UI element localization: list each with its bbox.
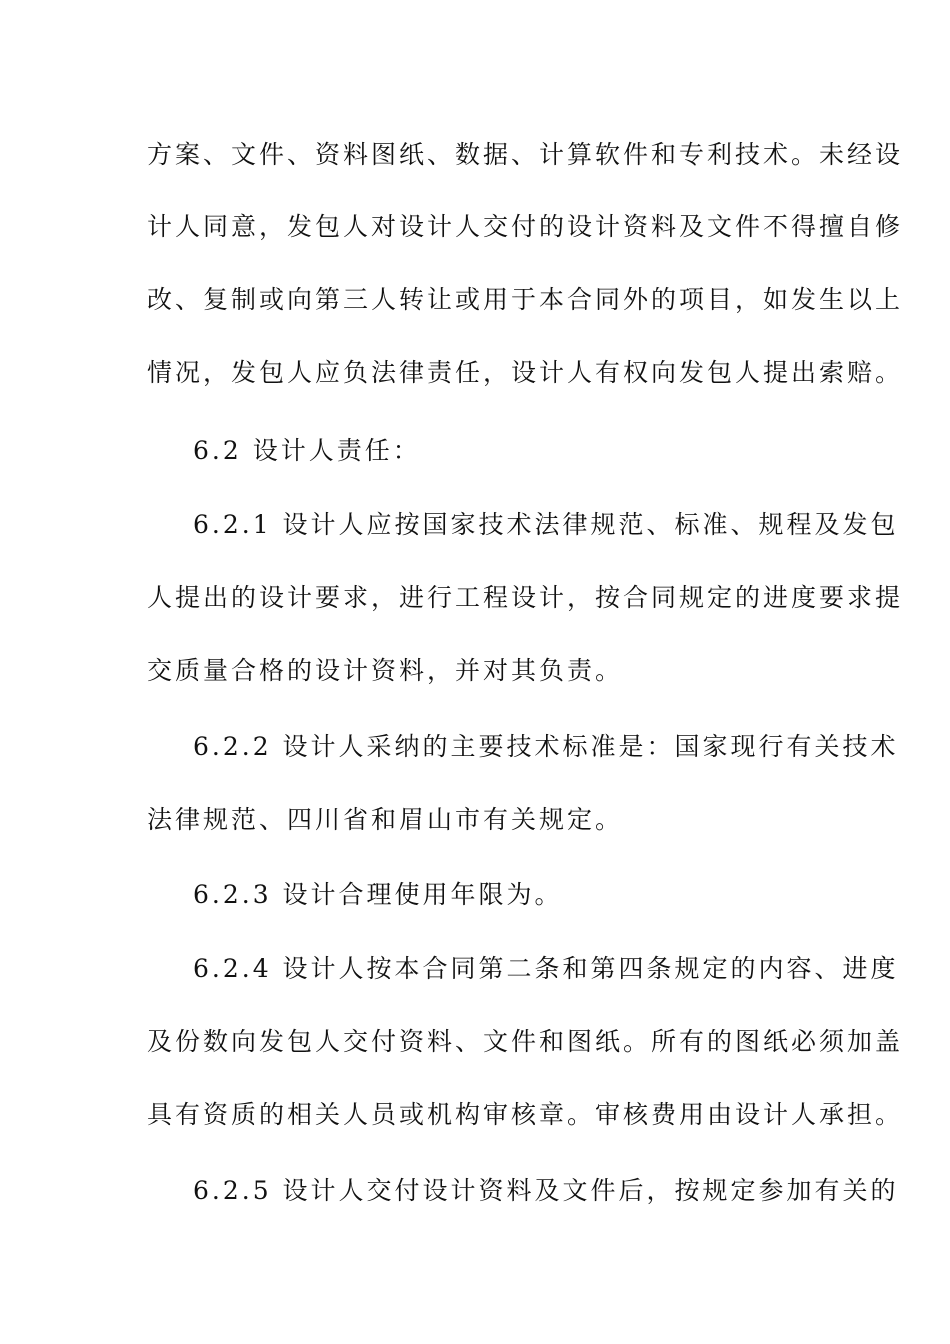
section-heading-6-2: 6.2 设计人责任： xyxy=(193,436,421,465)
clause-6-2-2-line-1: 6.2.2 设计人采纳的主要技术标准是：国家现行有关技术 xyxy=(193,732,899,761)
clause-6-2-1-line-1: 6.2.1 设计人应按国家技术法律规范、标准、规程及发包 xyxy=(193,510,899,539)
paragraph-line-2: 计人同意，发包人对设计人交付的设计资料及文件不得擅自修 xyxy=(147,212,904,241)
clause-6-2-4-line-1: 6.2.4 设计人按本合同第二条和第四条规定的内容、进度 xyxy=(193,954,899,983)
paragraph-line-1: 方案、文件、资料图纸、数据、计算软件和专利技术。未经设 xyxy=(147,140,904,169)
clause-6-2-4-line-3: 具有资质的相关人员或机构审核章。审核费用由设计人承担。 xyxy=(147,1100,904,1129)
clause-6-2-4-line-2: 及份数向发包人交付资料、文件和图纸。所有的图纸必须加盖 xyxy=(147,1027,904,1056)
paragraph-line-3: 改、复制或向第三人转让或用于本合同外的项目，如发生以上 xyxy=(147,285,904,314)
clause-6-2-3: 6.2.3 设计合理使用年限为。 xyxy=(193,880,563,909)
clause-6-2-2-line-2: 法律规范、四川省和眉山市有关规定。 xyxy=(147,805,624,834)
paragraph-line-4: 情况，发包人应负法律责任，设计人有权向发包人提出索赔。 xyxy=(147,358,904,387)
clause-6-2-1-line-3: 交质量合格的设计资料，并对其负责。 xyxy=(147,656,624,685)
clause-6-2-1-line-2: 人提出的设计要求，进行工程设计，按合同规定的进度要求提 xyxy=(147,583,904,612)
clause-6-2-5-line-1: 6.2.5 设计人交付设计资料及文件后，按规定参加有关的 xyxy=(193,1176,899,1205)
